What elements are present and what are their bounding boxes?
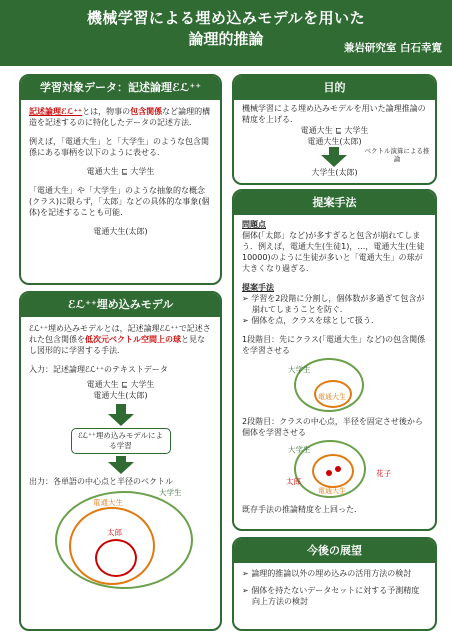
title-line2: 論理的推論 [188,30,264,48]
purpose-arrow-label: ベクトル演算による推論 [364,147,430,163]
purpose-text: 機械学習による埋め込みモデルを用いた論理推論の精度を上げる． [242,104,426,124]
model-learning-box: ℰℒ⁺⁺埋め込みモデルによる学習 [71,428,171,454]
title-line1: 機械学習による埋め込みモデルを用いた [86,9,366,27]
arrowhead-icon: ➢ [242,294,252,303]
model-def-text1: ℰℒ⁺⁺埋め込みモデルとは，記述論理ℰℒ⁺⁺で記述された包含関係を [29,324,211,344]
panel-model-title: ℰℒ⁺⁺埋め込みモデル [21,293,220,317]
purpose-result: 大学生(太郎) [311,168,358,177]
dentsu-circle [312,454,354,488]
future-item1 [242,568,427,579]
label-dentsu: 電通大生 [318,393,346,401]
purpose-formula1: 電通大生 ⊑ 大学生 [300,126,369,135]
logic-formula2: 電通大生(太郎) [93,227,148,236]
logic-def-text1: とは，物事の [82,107,131,116]
label-univ: 大学生 [288,445,311,454]
method-item2 [242,315,427,326]
panel-method [232,189,437,531]
label-dentsu: 電通大生 [318,487,346,495]
arrowhead-icon: ➢ [242,586,252,595]
method-conclusion: 既存手法の推論精度を上回った． [242,505,362,514]
panel-model [19,291,222,631]
header [0,0,452,66]
arrowhead-icon: ➢ [242,316,252,325]
step2-diagram [242,438,427,500]
label-hanako: 花子 [376,469,391,478]
logic-formula1: 電通大生 ⊑ 大学生 [86,167,155,176]
taro-circle [95,539,137,577]
step2-text: 2段階目：クラスの中心点，半径を固定させ後から個体を学習させる [242,417,423,437]
method-item2-text: 個体を点，クラスを球として扱う． [251,316,380,325]
label-taro: 太郎 [107,528,122,537]
method-heading: 提案手法 [242,283,274,292]
author: 兼岩研究室 白石幸寛 [343,42,442,54]
model-formula1: 電通大生 ⊑ 大学生 [86,380,155,389]
future-item2 [242,585,427,607]
logic-individual: 「電通大生」や「大学生」のような抽象的な概念(クラス)に限らず，「太郎」などの具体的な事象(個体)を記述することも可能． [29,186,210,217]
panel-method-title: 提案手法 [234,191,435,215]
model-input: 入力：記述論理ℰℒ⁺⁺のテキストデータ [29,365,168,374]
panel-purpose [232,74,437,185]
panel-logic [19,74,222,285]
panel-future [232,537,437,631]
arrowhead-icon: ➢ [242,569,252,578]
step1-diagram [242,356,427,412]
logic-def-text2: など論理的構造を記述するのに特化したデータの記述方法． [29,107,211,127]
model-formula2: 電通大生(太郎) [93,391,148,400]
purpose-formula2: 電通大生(太郎) [307,137,362,146]
model-sphere-term: 低次元ベクトル空間上の球 [85,335,181,344]
label-univ: 大学生 [159,488,182,497]
problem-heading: 問題点 [242,220,266,229]
down-arrow-icon [321,147,347,167]
model-definition [29,323,212,356]
label-taro: 太郎 [286,477,301,486]
logic-definition [29,106,212,128]
taro-point [326,470,332,476]
down-arrow-icon [29,456,212,474]
inclusion-term: 包含関係 [130,107,163,116]
model-def-text2: と見なし図形的に学習する手法． [29,335,205,355]
model-output: 出力：各単語の中心点と半径のベクトル [29,477,173,486]
method-item1-text: 学習を2段階に分割し，個体数が多過ぎて包含が崩れてしまうことを防ぐ． [251,294,425,314]
method-item1 [242,293,427,315]
panel-future-title: 今後の展望 [234,539,435,563]
logic-example: 例えば，「電通大生」と「大学生」のような包含関係にある事柄を以下のように表せる． [29,137,209,157]
label-dentsu: 電通大生 [93,498,123,507]
future-item2-text: 個体を持たないデータセットに対する予測精度向上方法の検討 [251,586,420,606]
label-univ: 大学生 [288,365,311,374]
hanako-point [335,466,341,472]
logic-term: 記述論理ℰℒ⁺⁺ [29,107,83,116]
problem-text: 個体(「太郎」など)が多すぎると包含が崩れてしまう．例えば，電通大生(生徒1)，…，電通大生(生徒10000)のように生徒が多いと「電通大生」の球が大きくなり過ぎる． [242,231,425,273]
model-sphere-diagram [29,487,212,597]
down-arrow-icon [29,404,212,426]
future-item1-text: 論理的推論以外の埋め込みの活用方法の検討 [251,569,412,578]
panel-purpose-title: 目的 [234,76,435,100]
step1-text: 1段階目：先にクラス(「電通大生」など)の包含関係を学習させる [242,335,426,355]
panel-logic-title: 学習対象データ：記述論理ℰℒ⁺⁺ [21,76,220,100]
